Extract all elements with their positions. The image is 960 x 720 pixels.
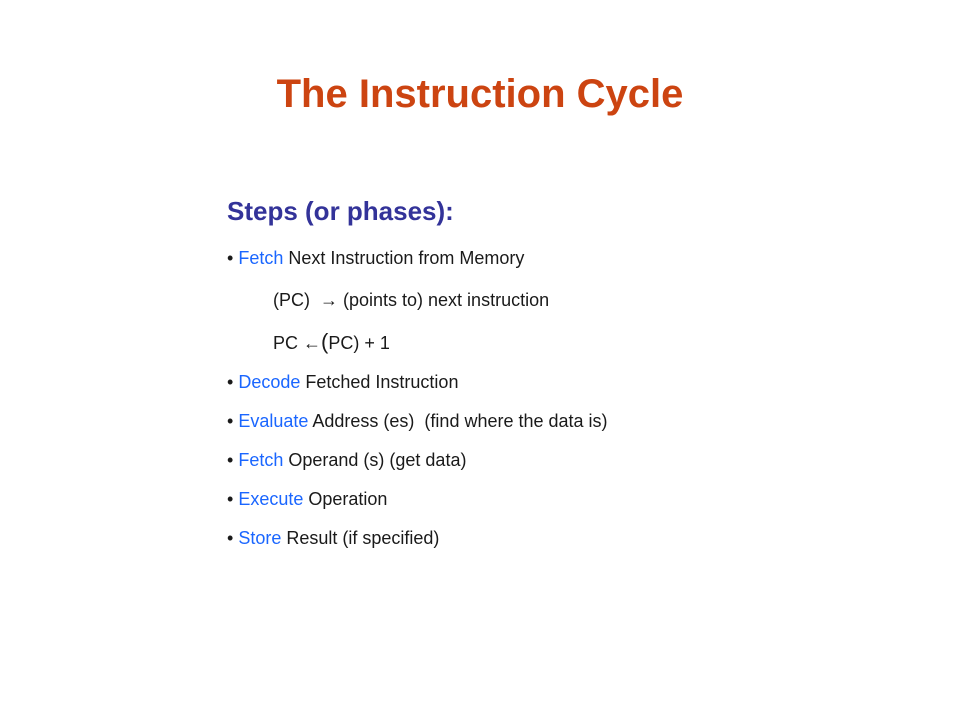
- bullet-mark: •: [227, 528, 234, 549]
- sub-text: PC: [273, 333, 304, 354]
- bullet-fetch-operand: [227, 449, 927, 471]
- keyword-fetch: Fetch: [238, 248, 284, 269]
- bullet-text: Address (es) (find where the data is): [308, 411, 608, 432]
- sub-line-pc-points: [227, 289, 927, 311]
- bullet-execute: [227, 488, 927, 510]
- open-paren: (: [321, 329, 329, 355]
- slide-content: [227, 196, 927, 566]
- bullet-mark: •: [227, 489, 234, 510]
- keyword-evaluate: Evaluate: [238, 411, 309, 432]
- keyword-fetch: Fetch: [238, 450, 284, 471]
- bullet-mark: •: [227, 411, 234, 432]
- sub-text: (points to) next instruction: [338, 290, 550, 311]
- sub-text: PC) + 1: [328, 333, 390, 354]
- slide-title: The Instruction Cycle: [276, 72, 684, 116]
- arrow-left-icon: ←: [303, 333, 322, 354]
- bullet-text: Result (if specified): [281, 528, 440, 549]
- keyword-execute: Execute: [238, 489, 304, 510]
- bullet-text: Operand (s) (get data): [283, 450, 467, 471]
- bullet-text: Next Instruction from Memory: [283, 248, 525, 269]
- arrow-right-icon: →: [320, 290, 338, 311]
- bullet-text: Fetched Instruction: [300, 372, 459, 393]
- keyword-store: Store: [238, 528, 282, 549]
- sub-text: (PC): [273, 290, 320, 311]
- sub-line-pc-increment: [227, 331, 927, 354]
- bullet-evaluate: [227, 410, 927, 432]
- bullet-mark: •: [227, 372, 234, 393]
- steps-heading: Steps (or phases):: [227, 196, 454, 226]
- keyword-decode: Decode: [238, 372, 301, 393]
- bullet-fetch-instruction: [227, 247, 927, 269]
- bullet-decode: [227, 371, 927, 393]
- bullet-text: Operation: [303, 489, 388, 510]
- bullet-mark: •: [227, 450, 234, 471]
- bullet-store: [227, 527, 927, 549]
- bullet-mark: •: [227, 248, 234, 269]
